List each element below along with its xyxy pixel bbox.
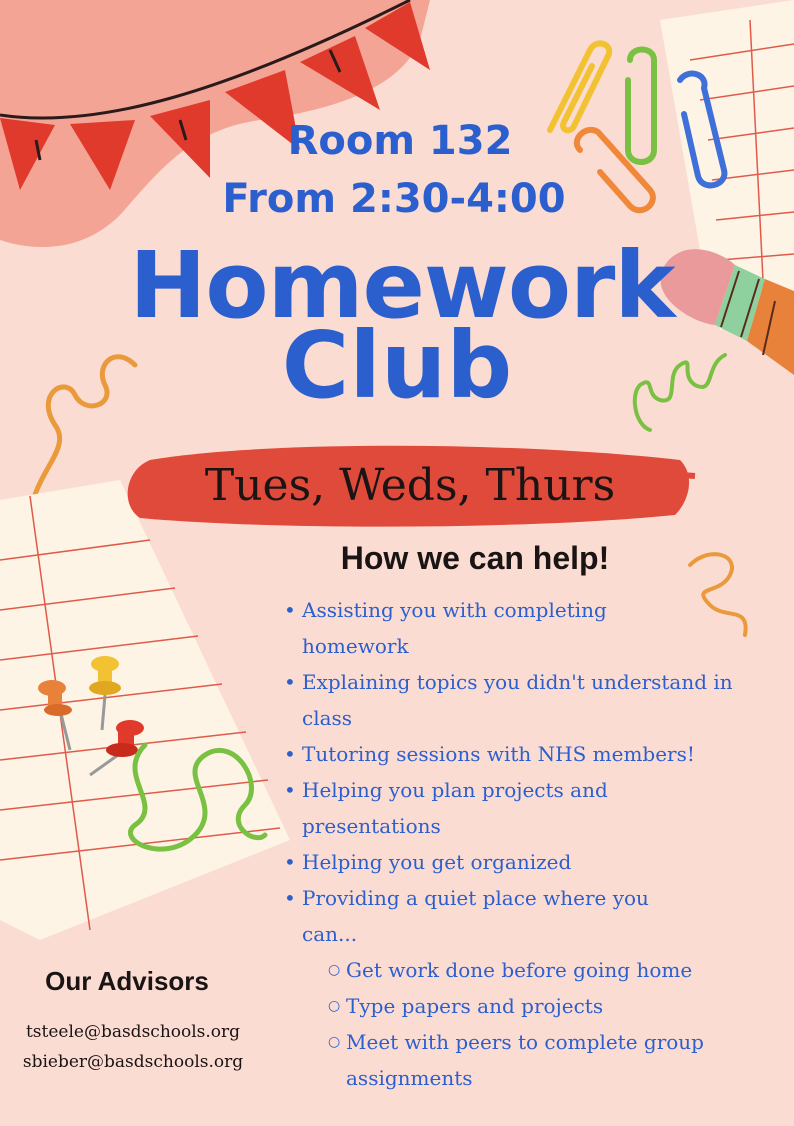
list-item: • Assisting you with completing homework [282, 592, 632, 664]
list-item: • Helping you get organized [282, 844, 752, 880]
meeting-days: Tues, Weds, Thurs [204, 460, 616, 511]
sub-list-item: ○ Type papers and projects [282, 988, 752, 1024]
sub-list-item: ○ Get work done before going home [282, 952, 752, 988]
help-heading: How we can help! [340, 540, 610, 576]
room-number: Room 132 [287, 118, 513, 164]
green-scribble-icon [105, 735, 270, 870]
sub-list-item: ○ Meet with peers to complete group assignments [282, 1024, 752, 1096]
title-club: Club [281, 312, 513, 419]
meeting-time: From 2:30-4:00 [222, 176, 566, 222]
list-item: • Explaining topics you didn't understand in class [282, 664, 752, 736]
help-list [282, 592, 752, 1096]
list-item: • Helping you plan projects and presentations [282, 772, 632, 844]
bunting-flags [0, 0, 430, 200]
list-item: • Providing a quiet place where you can... [282, 880, 692, 952]
title-homework: Homework [129, 232, 675, 339]
advisor-email[interactable]: tsteele@basdschools.org [25, 1022, 241, 1042]
advisor-email[interactable]: sbieber@basdschools.org [22, 1052, 244, 1072]
list-item: • Tutoring sessions with NHS members! [282, 736, 752, 772]
advisors-heading: Our Advisors [45, 966, 209, 996]
